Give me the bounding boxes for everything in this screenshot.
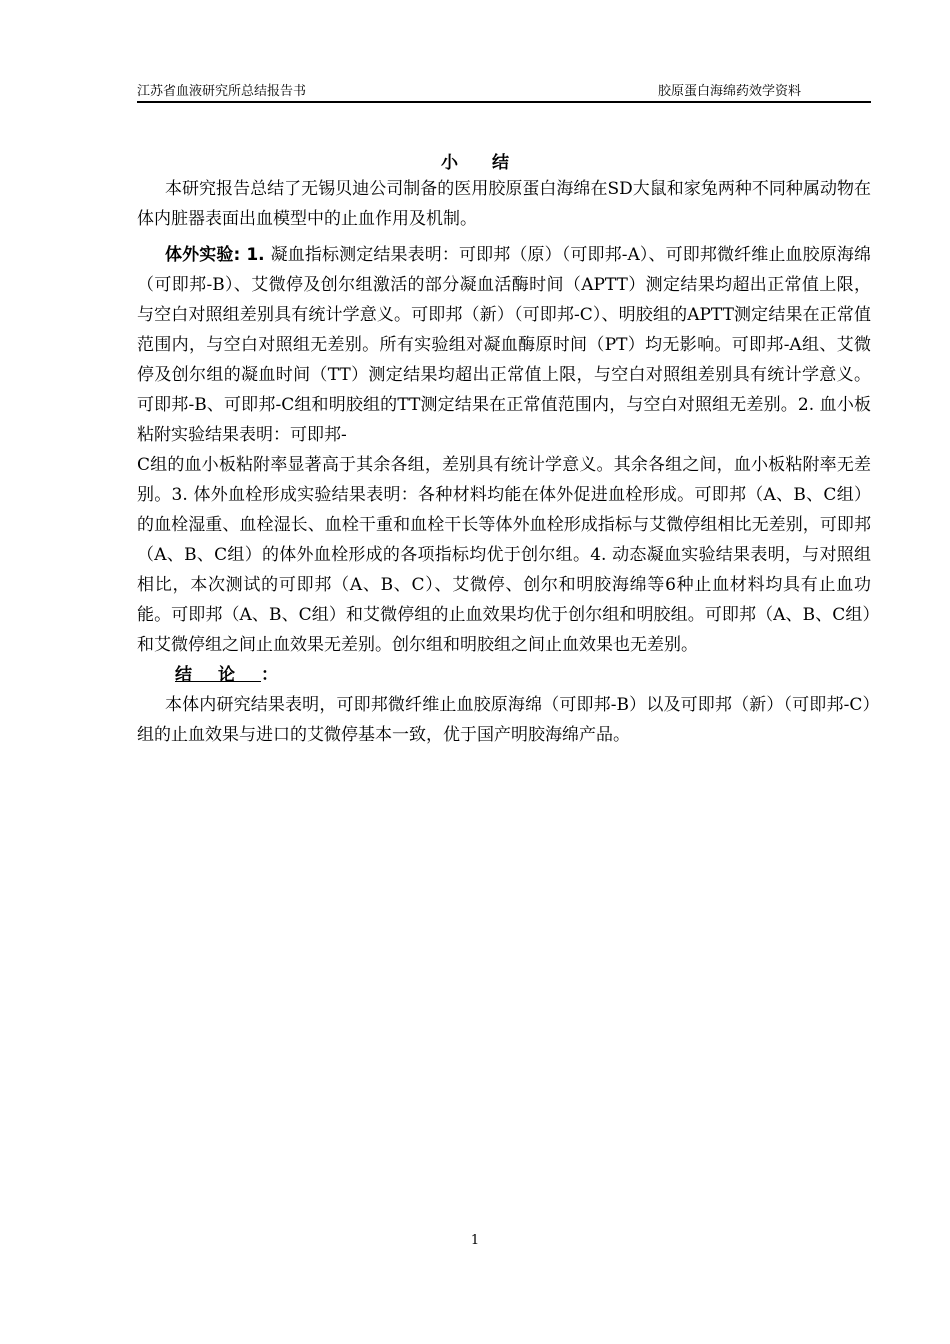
conclusion-heading — [137, 660, 871, 690]
page-header-left: 江苏省血液研究所总结报告书 — [137, 84, 307, 99]
invitro-text: 凝血指标测定结果表明：可即邦（原）（可即邦-A）、可即邦微纤维止血胶原海绵（可即邦-B）、艾微停及创尔组激活的部分凝血活酶时间（APTT）测定结果均超出正常值上限，与空白对照组差别具有统计学意义。可即邦（新）（可即邦-C）、明胶组的APTT测定结果在正常值范围内，与空白对照组无差别。所有实验组对凝血酶原时间（PT）均无影响。可即邦-A组、艾微停及创尔组的凝血时间（TT）测定结果均超出正常值上限，与空白对照组差别具有统计学意义。可即邦-B、可即邦-C组和明胶组的TT测定结果在正常值范围内，与空白对照组无差别。2. 血小板粘附实验结果表明：可即邦- — [137, 245, 871, 445]
invitro-paragraph-continued: C组的血小板粘附率显著高于其余各组，差别具有统计学意义。其余各组之间，血小板粘附率无差别。3. 体外血栓形成实验结果表明：各种材料均能在体外促进血栓形成。可即邦（A、B、C组）的血栓湿重、血栓湿长、血栓干重和血栓干长等体外血栓形成指标与艾微停组相比无差别，可即邦（A、B、C组）的体外血栓形成的各项指标均优于创尔组。4. 动态凝血实验结果表明，与对照组相比，本次测试的可即邦（A、B、C）、艾微停、创尔和明胶海绵等6种止血材料均具有止血功能。可即邦（A、B、C组）和艾微停组的止血效果均优于创尔组和明胶组。可即邦（A、B、C组）和艾微停组之间止血效果无差别。创尔组和明胶组之间止血效果也无差别。 — [137, 455, 871, 655]
conclusion-heading-label: 结论 — [175, 665, 261, 685]
page-number: 1 — [470, 1233, 480, 1248]
conclusion-heading-colon: ： — [261, 665, 278, 685]
summary-intro-paragraph: 本研究报告总结了无锡贝迪公司制备的医用胶原蛋白海绵在SD大鼠和家兔两种不同种属动物在体内脏器表面出血模型中的止血作用及机制。 — [137, 179, 871, 229]
section-title: 小结 — [441, 153, 543, 173]
document-body — [137, 174, 871, 750]
page-header-right: 胶原蛋白海绵药效学资料 — [658, 84, 802, 99]
conclusion-paragraph: 本体内研究结果表明，可即邦微纤维止血胶原海绵（可即邦-B）以及可即邦（新）（可即邦-C）组的止血效果与进口的艾微停基本一致，优于国产明胶海绵产品。 — [137, 695, 871, 745]
invitro-paragraph — [137, 240, 871, 450]
invitro-label: 体外实验: 1. — [165, 245, 271, 265]
header-rule — [137, 101, 871, 103]
